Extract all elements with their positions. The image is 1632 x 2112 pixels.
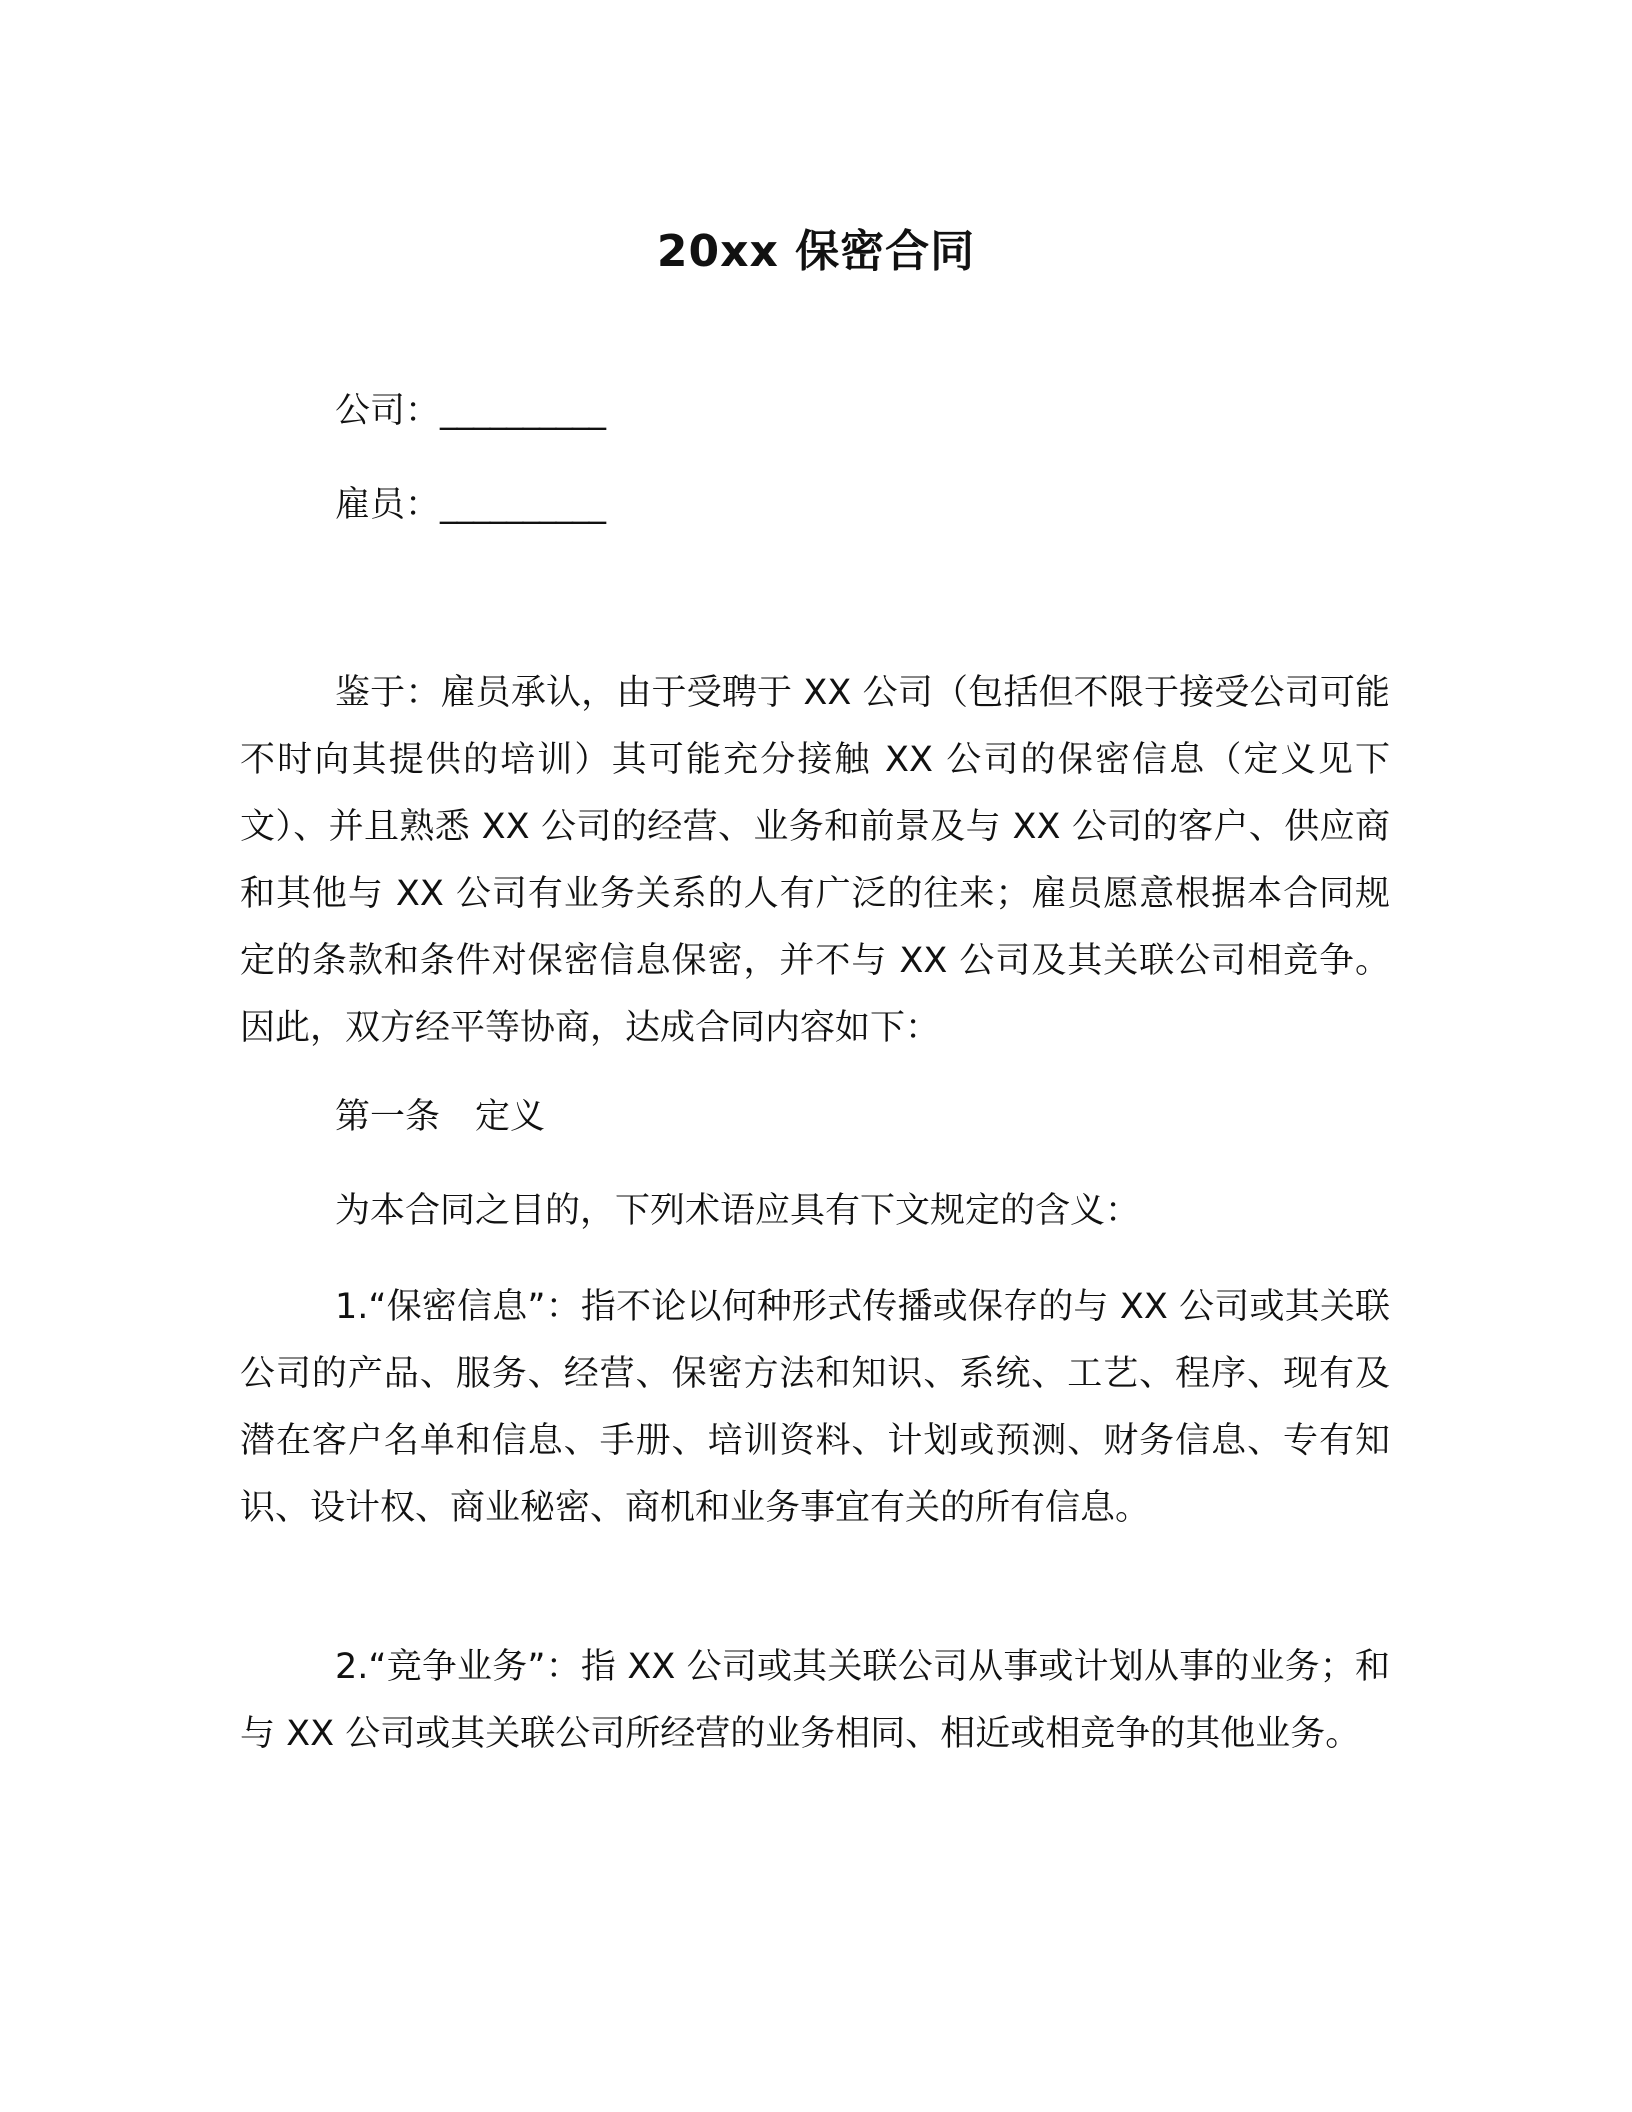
article1-intro: 为本合同之目的，下列术语应具有下文规定的含义： — [335, 1191, 1141, 1231]
employee-field — [335, 480, 605, 530]
definition-2-paragraph: 2.“竞争业务”：指 XX 公司或其关联公司从事或计划从事的业务；和与 XX 公司或其关联公司所经营的业务相同、相近或相竞争的其他业务。 — [240, 1647, 1390, 1754]
article1-heading: 第一条 定义 — [335, 1097, 546, 1137]
company-label: 公司： — [335, 391, 441, 431]
document-title: 20xx 保密合同 — [656, 226, 976, 277]
definition-1-paragraph: 1.“保密信息”：指不论以何种形式传播或保存的与 XX 公司或其关联公司的产品、服务、经营、保密方法和知识、系统、工艺、程序、现有及潜在客户名单和信息、手册、培训资料、计划或预测、财务信息、专有知识、设计权、商业秘密、商机和业务事宜有关的所有信息。 — [240, 1287, 1390, 1528]
company-blank: __________ — [440, 391, 606, 431]
employee-label: 雇员： — [335, 485, 441, 525]
recital-paragraph: 鉴于：雇员承认，由于受聘于 XX 公司（包括但不限于接受公司可能不时向其提供的培训）其可能充分接触 XX 公司的保密信息（定义见下文）、并且熟悉 XX 公司的经营、业务和前景及与 XX 公司的客户、供应商和其他与 XX 公司有业务关系的人有广泛的往来；雇员愿意根据本合同规定的条款和条件对保密信息保密，并不与 XX 公司及其关联公司相竞争。因此，双方经平等协商，达成合同内容如下： — [240, 673, 1390, 1048]
employee-blank: __________ — [440, 485, 606, 525]
company-field — [335, 386, 605, 436]
